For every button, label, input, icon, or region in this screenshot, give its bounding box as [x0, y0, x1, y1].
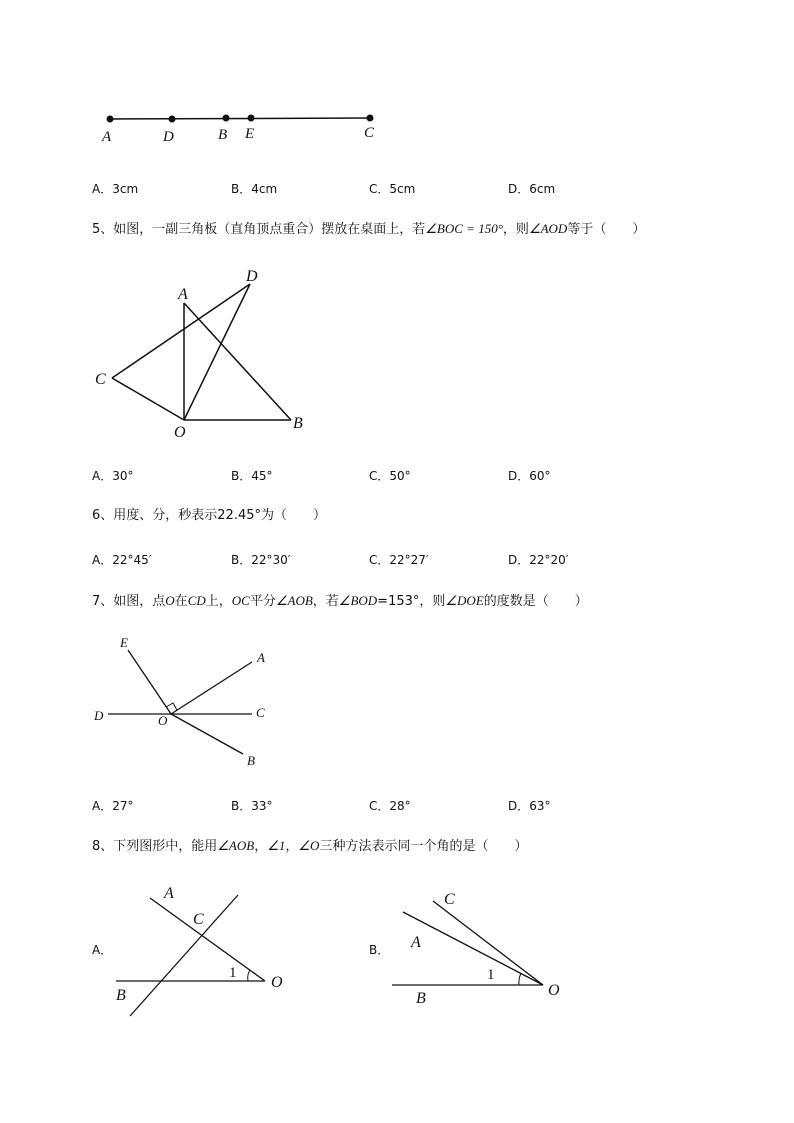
q5-label-a: A: [178, 286, 188, 303]
q5-prefix: 5、如图，一副三角板（直角顶点重合）摆放在桌面上，若: [92, 222, 426, 237]
q5-label-d: D: [246, 268, 258, 285]
q5-option-b: B．45°: [231, 469, 273, 483]
q7-text-6: =153°，则: [377, 594, 446, 609]
q6-option-a: A．22°45′: [92, 553, 152, 567]
point-label-b: B: [218, 127, 228, 143]
q7-label-c: C: [256, 705, 265, 720]
q4-option-b: B．4cm: [231, 182, 278, 196]
q5-option-a: A．30°: [92, 469, 134, 483]
q7-option-d: D．63°: [508, 799, 551, 813]
q5-label-b: B: [293, 415, 303, 432]
q6-option-c: C．22°27′: [369, 553, 429, 567]
q8-option-b: B．: [369, 943, 390, 957]
q7-math-6: ∠DOE: [445, 593, 484, 608]
q8b-label-o: O: [548, 982, 560, 999]
q8-math-2: ∠1: [267, 838, 286, 853]
q8a-label-one: 1: [229, 965, 237, 981]
point-label-e: E: [245, 126, 255, 142]
q8b-label-a: A: [411, 934, 421, 951]
q8-text-3: ，: [285, 839, 299, 854]
q4-option-d: D．6cm: [508, 182, 556, 196]
q7-label-b: B: [247, 753, 255, 768]
q7-math-1: O: [165, 593, 175, 608]
q8-text-4: 三种方法表示同一个角的是（ ）: [319, 839, 528, 854]
q7-text-2: 在: [174, 594, 188, 609]
q4-option-a: A．3cm: [92, 182, 139, 196]
q7-text-3: 上，: [205, 594, 232, 609]
q4-option-c: C．5cm: [369, 182, 416, 196]
q8a-label-a: A: [164, 885, 174, 902]
q6-option-d: D．22°20′: [508, 553, 569, 567]
q7-label-a: A: [257, 650, 265, 665]
q7-label-d: D: [94, 708, 104, 723]
q5-option-d: D．60°: [508, 469, 551, 483]
q6-option-b: B．22°30′: [231, 553, 291, 567]
q7-math-5: ∠BOD: [338, 593, 378, 608]
q7-option-b: B．33°: [231, 799, 273, 813]
q7-label-o: O: [158, 713, 168, 728]
q8b-label-c: C: [444, 891, 455, 908]
q5-suffix: 等于（ ）: [567, 222, 646, 237]
q7-option-c: C．28°: [369, 799, 411, 813]
q8a-label-c: C: [193, 911, 204, 928]
q8b-label-one: 1: [487, 967, 495, 983]
q6-question: 6、用度、分，秒表示22.45°为（ ）: [92, 508, 326, 523]
point-label-a: A: [102, 129, 112, 145]
q8-text-1: 8、下列图形中，能用: [92, 839, 218, 854]
point-label-c: C: [364, 125, 375, 141]
q5-math-aod: ∠AOD: [528, 221, 568, 236]
q7-label-e: E: [120, 635, 128, 650]
q7-text-4: 平分: [249, 594, 276, 609]
q5-option-c: C．50°: [369, 469, 411, 483]
q7-text-1: 7、如图，点: [92, 594, 166, 609]
q8-math-3: ∠O: [298, 838, 320, 853]
q7-math-2: CD: [187, 593, 206, 608]
q8-option-a: A．: [92, 943, 113, 957]
q5-label-c: C: [95, 371, 106, 388]
q7-math-3: OC: [231, 593, 250, 608]
q8-math-1: ∠AOB: [217, 838, 255, 853]
q7-text-7: 的度数是（ ）: [483, 594, 588, 609]
q5-label-o: O: [174, 424, 186, 441]
q8b-label-b: B: [416, 990, 426, 1007]
q8-text-2: ，: [254, 839, 268, 854]
q7-option-a: A．27°: [92, 799, 134, 813]
q8a-label-b: B: [116, 987, 126, 1004]
q7-text-5: ，若: [312, 594, 339, 609]
point-label-d: D: [163, 129, 174, 145]
q5-math-boc: ∠BOC = 150°: [425, 221, 503, 236]
q7-math-4: ∠AOB: [275, 593, 313, 608]
q5-mid: ，则: [502, 222, 529, 237]
q8a-label-o: O: [271, 974, 283, 991]
